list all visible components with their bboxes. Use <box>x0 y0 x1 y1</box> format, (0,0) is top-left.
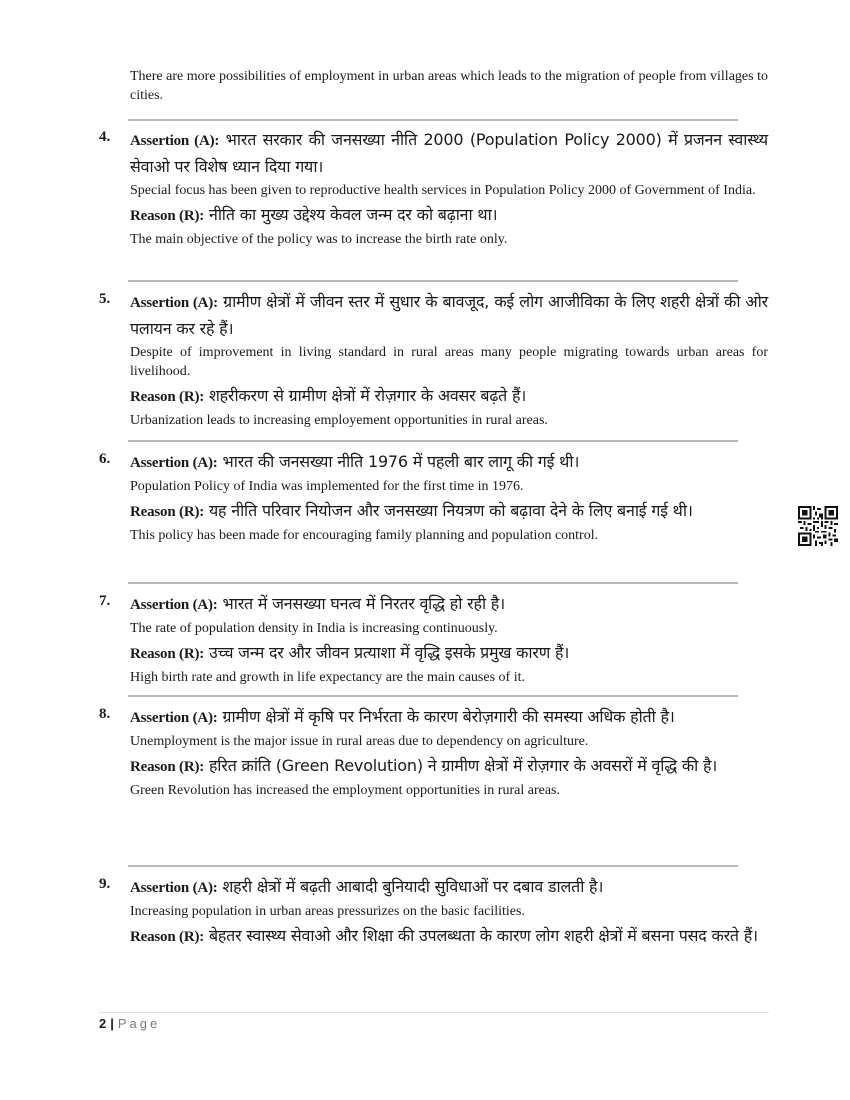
reason-english: High birth rate and growth in life expectancy are the main causes of it. <box>130 670 525 685</box>
assertion-english: Special focus has been given to reproductive health services in Population Policy 2000 of Government of India. <box>130 183 756 198</box>
assertion-label: Assertion (A): <box>130 133 220 149</box>
assertion-english: Population Policy of India was implemented for the first time in 1976. <box>130 479 524 494</box>
assertion-hindi: Assertion (A): ग्रामीण क्षेत्रों में जीवन स्तर में सुधार के बावजूद, कई लोग आजीविका के लिए शहरी क्षेत्रों की ओर पलायन कर रहे हैं। <box>130 292 768 338</box>
divider <box>128 695 738 697</box>
reason-label: Reason (R): <box>130 646 205 662</box>
reason-english: Urbanization leads to increasing employement opportunities in rural areas. <box>130 413 548 428</box>
footer-separator: | <box>110 1016 114 1031</box>
question-number: 4. <box>99 129 111 145</box>
question-number: 9. <box>99 876 111 892</box>
divider <box>128 582 738 584</box>
assertion-english: Increasing population in urban areas pressurizes on the basic facilities. <box>130 904 525 919</box>
assertion-english: Despite of improvement in living standard in rural areas many people migrating towards urban areas for livelihood. <box>130 345 768 379</box>
reason-label: Reason (R): <box>130 504 205 520</box>
divider <box>128 865 738 867</box>
reason-hindi: Reason (R): बेहतर स्वास्थ्य सेवाओ और शिक्षा की उपलब्धता के कारण लोग शहरी क्षेत्रों में बसना पसद करते हैं। <box>130 926 758 945</box>
assertion-label: Assertion (A): <box>130 597 218 613</box>
page-number: 2 <box>99 1016 107 1031</box>
question-number: 6. <box>99 451 111 467</box>
reason-label: Reason (R): <box>130 208 205 224</box>
reason-english: The main objective of the policy was to increase the birth rate only. <box>130 232 508 247</box>
assertion-hindi: Assertion (A): भारत सरकार की जनसख्या नीति 2000 (Population Policy 2000) में प्रजनन स्वास्थ्य सेवाओ पर विशेष ध्यान दिया गया। <box>130 130 768 176</box>
assertion-label: Assertion (A): <box>130 295 218 311</box>
reason-english: This policy has been made for encouraging family planning and population control. <box>130 528 599 543</box>
assertion-label: Assertion (A): <box>130 710 218 726</box>
reason-hindi: Reason (R): हरित क्रांति (Green Revolution) ने ग्रामीण क्षेत्रों में रोज़गार के अवसरों में वृद्धि की है। <box>130 756 718 775</box>
intro-text: There are more possibilities of employment in urban areas which leads to the migration of people from villages to cities. <box>130 69 768 103</box>
assertion-label: Assertion (A): <box>130 455 218 471</box>
assertion-english: Unemployment is the major issue in rural areas due to dependency on agriculture. <box>130 734 589 749</box>
divider <box>128 440 738 442</box>
reason-hindi: Reason (R): यह नीति परिवार नियोजन और जनसख्या नियत्रण को बढ़ावा देने के लिए बनाई गई थी। <box>130 501 693 520</box>
reason-english: Green Revolution has increased the employment opportunities in rural areas. <box>130 783 560 798</box>
reason-label: Reason (R): <box>130 389 205 405</box>
reason-hindi: Reason (R): उच्च जन्म दर और जीवन प्रत्याशा में वृद्धि इसके प्रमुख कारण हैं। <box>130 643 570 662</box>
question-number: 7. <box>99 593 111 609</box>
assertion-english: The rate of population density in India is increasing continuously. <box>130 621 498 636</box>
assertion-hindi: Assertion (A): भारत की जनसख्या नीति 1976 में पहली बार लागू की गई थी। <box>130 452 580 471</box>
question-number: 5. <box>99 291 111 307</box>
divider <box>128 119 738 121</box>
qr-code-icon[interactable] <box>798 506 838 546</box>
page-footer <box>99 1016 160 1031</box>
assertion-hindi: Assertion (A): ग्रामीण क्षेत्रों में कृषि पर निर्भरता के कारण बेरोज़गारी की समस्या अधिक होती है। <box>130 707 675 726</box>
page-label: Page <box>117 1016 161 1031</box>
reason-hindi: Reason (R): नीति का मुख्य उद्देश्य केवल जन्म दर को बढ़ाना था। <box>130 205 498 224</box>
reason-label: Reason (R): <box>130 759 205 775</box>
reason-label: Reason (R): <box>130 929 205 945</box>
question-number: 8. <box>99 706 111 722</box>
assertion-hindi: Assertion (A): भारत में जनसख्या घनत्व में निरतर वृद्धि हो रही है। <box>130 594 505 613</box>
assertion-label: Assertion (A): <box>130 880 218 896</box>
assertion-hindi: Assertion (A): शहरी क्षेत्रों में बढ़ती आबादी बुनियादी सुविधाओं पर दबाव डालती है। <box>130 877 604 896</box>
reason-hindi: Reason (R): शहरीकरण से ग्रामीण क्षेत्रों में रोज़गार के अवसर बढ़ते हैं। <box>130 386 527 405</box>
divider <box>128 280 738 282</box>
footer-divider <box>99 1012 769 1013</box>
